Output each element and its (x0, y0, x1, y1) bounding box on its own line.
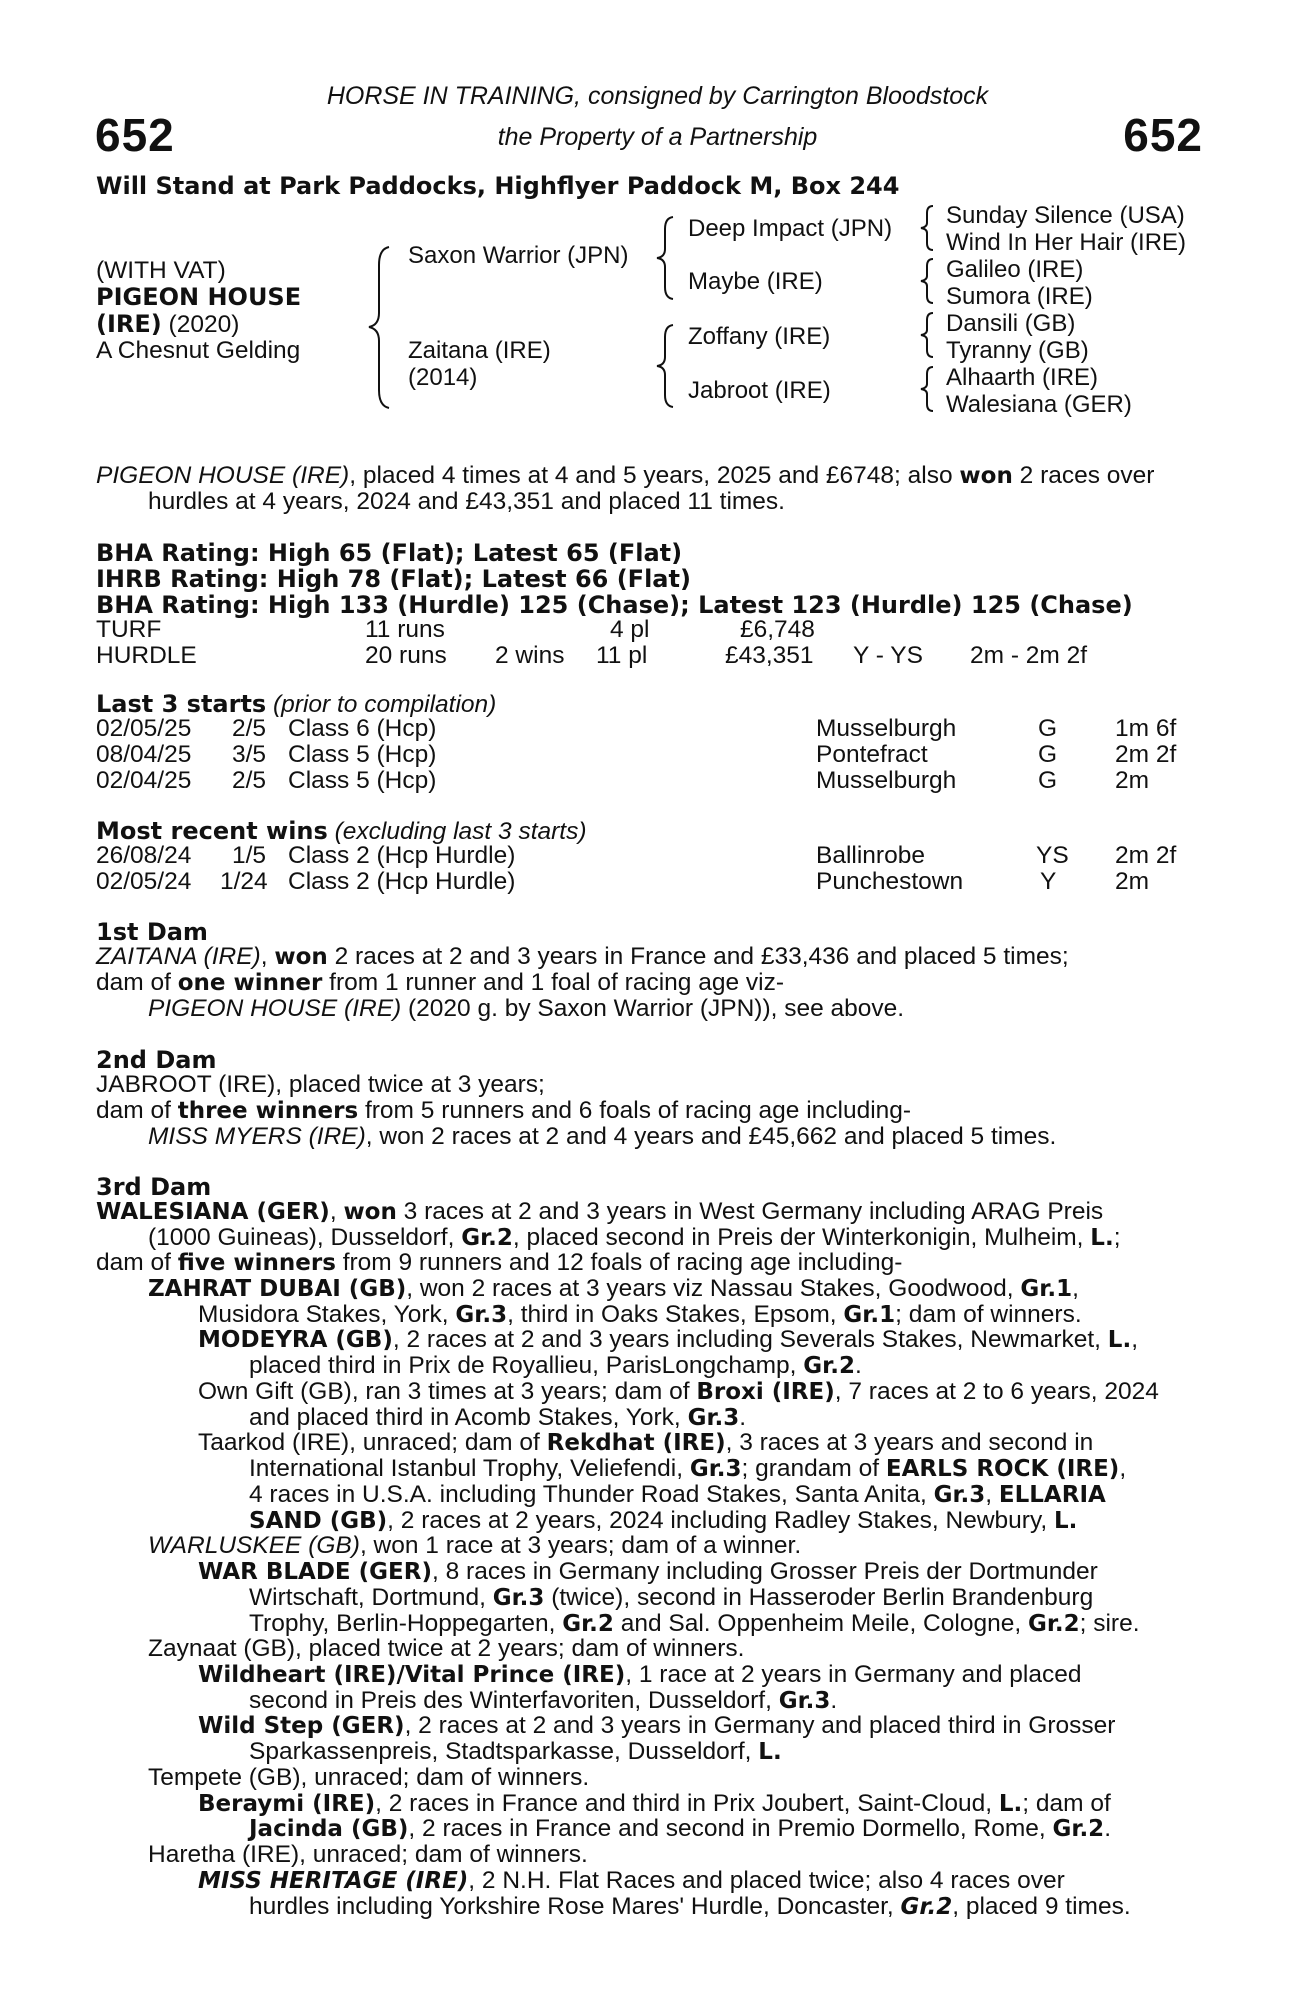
pedigree-dds: Alhaarth (IRE) (946, 364, 1099, 391)
pedigree-dam-sire: Zoffany (IRE) (688, 323, 831, 350)
start-going: G (1038, 715, 1058, 742)
rating-bha-flat: BHA Rating: High 65 (Flat); Latest 65 (Flat) (96, 539, 683, 567)
pedigree-brace-sire (653, 215, 677, 300)
pedigree-sds: Galileo (IRE) (946, 256, 1084, 283)
third-dam-line: WAR BLADE (GER), 8 races in Germany including Grosser Preis der Dortmunder (198, 1558, 1098, 1585)
summary-line-1: PIGEON HOUSE (IRE), placed 4 times at 4 and 5 years, 2025 and £6748; also won 2 races over (96, 462, 1155, 489)
third-dam-line: Taarkod (IRE), unraced; dam of Rekdhat (IRE), 3 races at 3 years and second in (198, 1429, 1094, 1456)
pedigree-dam-dam: Jabroot (IRE) (688, 377, 831, 404)
third-dam-line: 4 races in U.S.A. including Thunder Road Stakes, Santa Anita, Gr.3, ELLARIA (249, 1481, 1106, 1508)
pedigree-sire-sire: Deep Impact (JPN) (688, 215, 893, 242)
lot-number-left: 652 (95, 109, 175, 161)
record-going: Y - YS (853, 642, 923, 669)
third-dam-line: (1000 Guineas), Dusseldorf, Gr.2, placed second in Preis der Winterkonigin, Mulheim, L.; (148, 1224, 1121, 1251)
property-subtitle: the Property of a Partnership (497, 123, 818, 151)
record-runs: 20 runs (365, 642, 447, 669)
start-date: 02/04/25 (96, 767, 192, 794)
third-dam-line: Beraymi (IRE), 2 races in France and third in Prix Joubert, Saint-Cloud, L.; dam of (198, 1790, 1111, 1817)
win-date: 26/08/24 (96, 842, 192, 869)
pedigree-brace-ds (918, 311, 936, 359)
third-dam-line: Tempete (GB), unraced; dam of winners. (148, 1764, 590, 1791)
start-position: 2/5 (232, 767, 267, 794)
horse-origin: (IRE) (2020) (96, 310, 240, 338)
first-dam-heading: 1st Dam (96, 918, 208, 946)
first-dam-line-2: dam of one winner from 1 runner and 1 foal of racing age viz- (96, 969, 784, 996)
pedigree-dsd: Tyranny (GB) (946, 337, 1089, 364)
third-dam-line: Own Gift (GB), ran 3 times at 3 years; dam of Broxi (IRE), 7 races at 2 to 6 years, 2024 (198, 1378, 1159, 1405)
win-distance: 2m 2f (1115, 842, 1177, 869)
pedigree-sire: Saxon Warrior (JPN) (408, 242, 629, 269)
start-date: 08/04/25 (96, 741, 192, 768)
start-class: Class 5 (Hcp) (288, 741, 437, 768)
first-dam-line-3: PIGEON HOUSE (IRE) (2020 g. by Saxon Warrior (JPN)), see above. (148, 995, 905, 1022)
win-position: 1/24 (220, 868, 268, 895)
win-distance: 2m (1115, 868, 1150, 895)
pedigree-sdd: Sumora (IRE) (946, 283, 1093, 310)
start-going: G (1038, 767, 1058, 794)
start-course: Pontefract (816, 741, 928, 768)
pedigree-brace-ss (918, 204, 936, 252)
recent-wins-heading: Most recent wins (excluding last 3 starts) (96, 817, 587, 845)
second-dam-line-1: JABROOT (IRE), placed twice at 3 years; (96, 1071, 545, 1098)
pedigree-dss: Dansili (GB) (946, 310, 1076, 337)
pedigree-brace-main (365, 245, 395, 410)
win-class: Class 2 (Hcp Hurdle) (288, 842, 516, 869)
third-dam-line: Musidora Stakes, York, Gr.3, third in Oaks Stakes, Epsom, Gr.1; dam of winners. (198, 1301, 1082, 1328)
horse-name: PIGEON HOUSE (96, 283, 302, 311)
rating-ihrb-flat: IHRB Rating: High 78 (Flat); Latest 66 (Flat) (96, 565, 691, 593)
record-prize: £43,351 (725, 642, 814, 669)
record-type: HURDLE (96, 642, 197, 669)
lot-number-right: 652 (1123, 109, 1203, 161)
start-class: Class 6 (Hcp) (288, 715, 437, 742)
third-dam-line: ZAHRAT DUBAI (GB), won 2 races at 3 years viz Nassau Stakes, Goodwood, Gr.1, (148, 1275, 1079, 1302)
start-date: 02/05/25 (96, 715, 192, 742)
pedigree-ddd: Walesiana (GER) (946, 391, 1132, 418)
record-wins: 2 wins (495, 642, 565, 669)
second-dam-line-3: MISS MYERS (IRE), won 2 races at 2 and 4 years and £45,662 and placed 5 times. (148, 1123, 1057, 1150)
third-dam-line: Zaynaat (GB), placed twice at 2 years; dam of winners. (148, 1635, 745, 1662)
pedigree-brace-dam (653, 323, 677, 408)
record-runs: 11 runs (365, 616, 445, 643)
record-places: 11 pl (596, 642, 648, 669)
third-dam-line: WARLUSKEE (GB), won 1 race at 3 years; dam of a winner. (148, 1532, 802, 1559)
horse-description: A Chesnut Gelding (96, 337, 301, 364)
third-dam-line: Haretha (IRE), unraced; dam of winners. (148, 1841, 588, 1868)
consignor-title: HORSE IN TRAINING, consigned by Carrington Bloodstock (326, 82, 989, 110)
start-distance: 2m (1115, 767, 1150, 794)
win-going: Y (1040, 868, 1057, 895)
third-dam-line: Wild Step (GER), 2 races at 2 and 3 years in Germany and placed third in Grosser (198, 1712, 1116, 1739)
third-dam-line: Trophy, Berlin-Hoppegarten, Gr.2 and Sal. Oppenheim Meile, Cologne, Gr.2; sire. (249, 1610, 1140, 1637)
third-dam-line: Wildheart (IRE)/Vital Prince (IRE), 1 race at 2 years in Germany and placed (198, 1661, 1082, 1688)
start-distance: 1m 6f (1115, 715, 1177, 742)
third-dam-line: Jacinda (GB), 2 races in France and second in Premio Dormello, Rome, Gr.2. (249, 1815, 1111, 1842)
start-position: 3/5 (232, 741, 267, 768)
vat-note: (WITH VAT) (96, 257, 226, 284)
start-distance: 2m 2f (1115, 741, 1177, 768)
win-course: Punchestown (816, 868, 964, 895)
record-prize: £6,748 (740, 616, 815, 643)
pedigree-brace-sd (918, 257, 936, 305)
pedigree-ssd: Wind In Her Hair (IRE) (946, 229, 1187, 256)
third-dam-line: hurdles including Yorkshire Rose Mares' Hurdle, Doncaster, Gr.2, placed 9 times. (249, 1893, 1131, 1920)
summary-line-2: hurdles at 4 years, 2024 and £43,351 and placed 11 times. (148, 488, 785, 515)
start-course: Musselburgh (816, 715, 957, 742)
third-dam-line: and placed third in Acomb Stakes, York, Gr.3. (249, 1404, 747, 1431)
pedigree-brace-dd (918, 365, 936, 413)
start-class: Class 5 (Hcp) (288, 767, 437, 794)
win-going: YS (1036, 842, 1069, 869)
start-course: Musselburgh (816, 767, 957, 794)
third-dam-heading: 3rd Dam (96, 1173, 212, 1201)
third-dam-line: dam of five winners from 9 runners and 12 foals of racing age including- (96, 1249, 903, 1276)
rating-bha-jumps: BHA Rating: High 133 (Hurdle) 125 (Chase); Latest 123 (Hurdle) 125 (Chase) (96, 591, 1133, 619)
first-dam-line-1: ZAITANA (IRE), won 2 races at 2 and 3 years in France and £33,436 and placed 5 times; (96, 943, 1069, 970)
third-dam-line: MODEYRA (GB), 2 races at 2 and 3 years including Severals Stakes, Newmarket, L., (198, 1326, 1139, 1353)
third-dam-line: second in Preis des Winterfavoriten, Dusseldorf, Gr.3. (249, 1687, 838, 1714)
third-dam-line: WALESIANA (GER), won 3 races at 2 and 3 years in West Germany including ARAG Preis (96, 1198, 1104, 1225)
win-course: Ballinrobe (816, 842, 925, 869)
third-dam-line: Wirtschaft, Dortmund, Gr.3 (twice), second in Hasseroder Berlin Brandenburg (249, 1584, 1094, 1611)
win-position: 1/5 (232, 842, 267, 869)
third-dam-line: placed third in Prix de Royallieu, ParisLongchamp, Gr.2. (249, 1352, 862, 1379)
third-dam-line: International Istanbul Trophy, Veliefendi, Gr.3; grandam of EARLS ROCK (IRE), (249, 1455, 1127, 1482)
third-dam-line: SAND (GB), 2 races at 2 years, 2024 including Radley Stakes, Newbury, L. (249, 1507, 1078, 1534)
start-position: 2/5 (232, 715, 267, 742)
second-dam-line-2: dam of three winners from 5 runners and 6 foals of racing age including- (96, 1097, 912, 1124)
pedigree-sss: Sunday Silence (USA) (946, 202, 1185, 229)
third-dam-line: Sparkassenpreis, Stadtsparkasse, Dusseldorf, L. (249, 1738, 782, 1765)
pedigree-dam-year: (2014) (408, 364, 478, 391)
pedigree-dam: Zaitana (IRE) (408, 337, 551, 364)
last3-heading: Last 3 starts (prior to compilation) (96, 690, 497, 718)
third-dam-line: MISS HERITAGE (IRE), 2 N.H. Flat Races and placed twice; also 4 races over (198, 1867, 1065, 1894)
win-date: 02/05/24 (96, 868, 192, 895)
start-going: G (1038, 741, 1058, 768)
stand-location: Will Stand at Park Paddocks, Highflyer Paddock M, Box 244 (96, 172, 900, 200)
record-type: TURF (96, 616, 162, 643)
record-places: 4 pl (610, 616, 650, 643)
win-class: Class 2 (Hcp Hurdle) (288, 868, 516, 895)
second-dam-heading: 2nd Dam (96, 1046, 217, 1074)
record-distance: 2m - 2m 2f (970, 642, 1088, 669)
pedigree-sire-dam: Maybe (IRE) (688, 268, 823, 295)
